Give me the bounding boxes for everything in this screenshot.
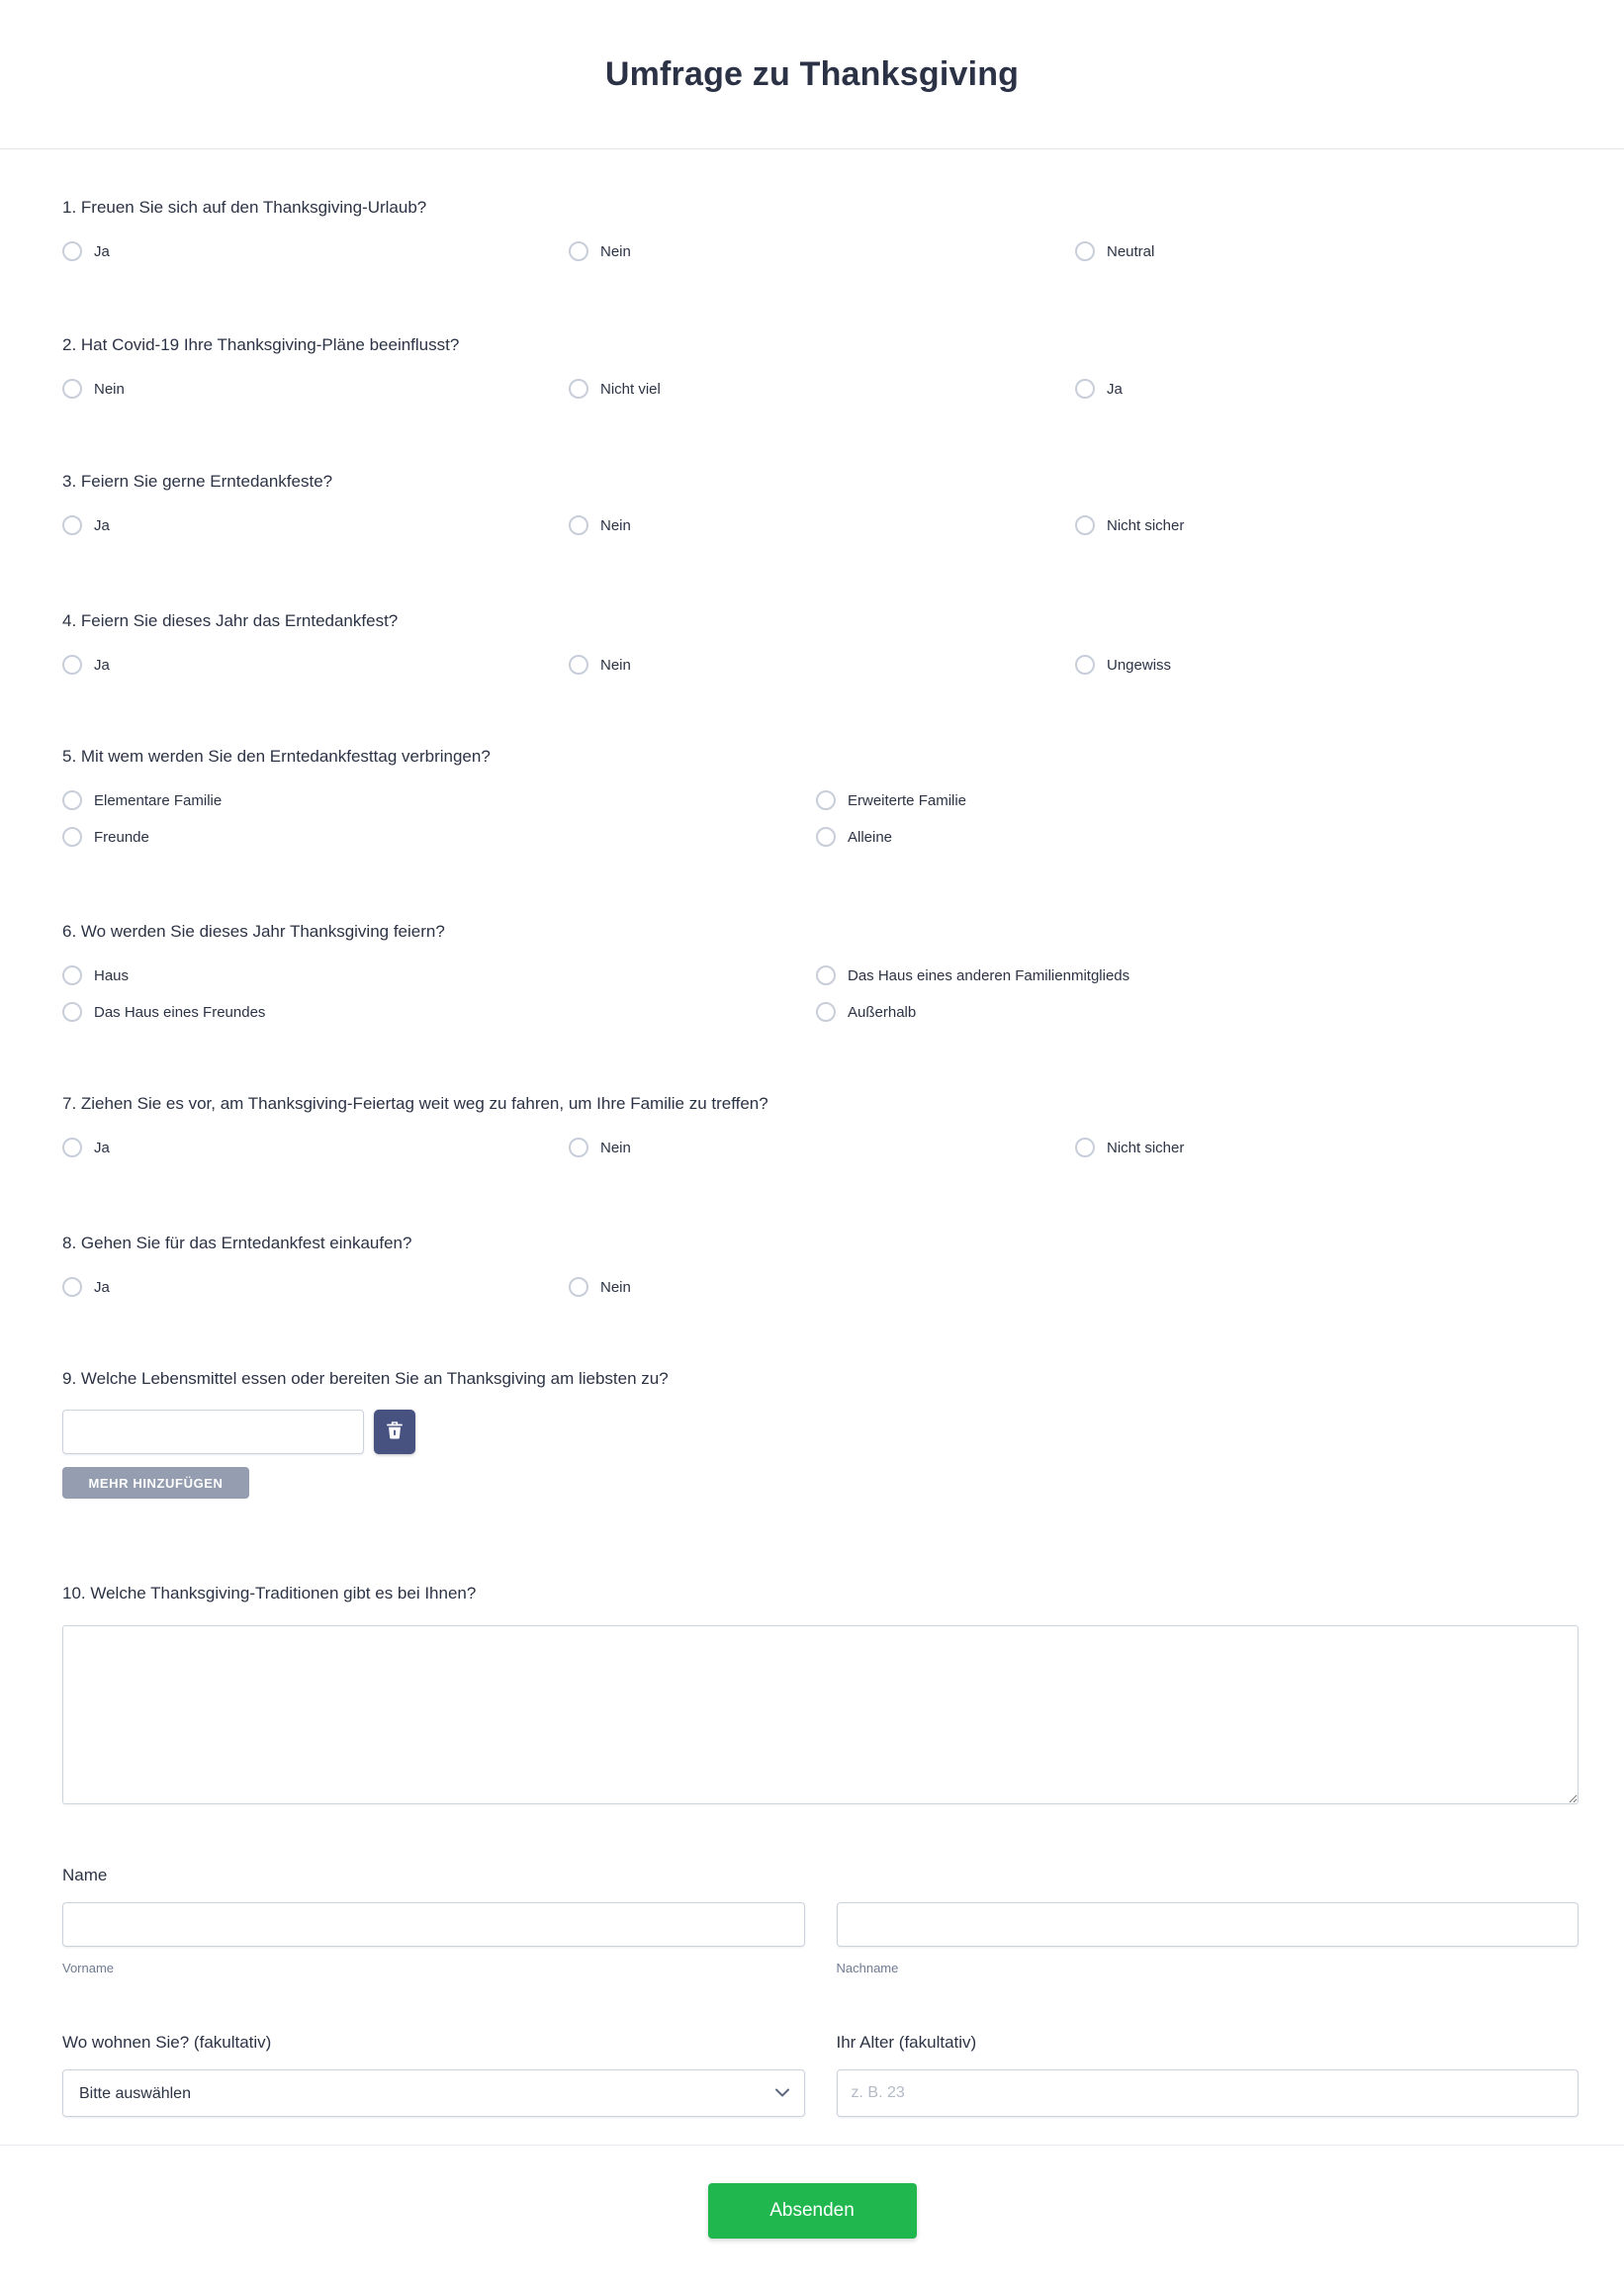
radio-button-icon[interactable]	[1075, 515, 1095, 535]
last-name-input[interactable]	[837, 1902, 1579, 1947]
food-input-row	[62, 1410, 1579, 1454]
radio-option-label: Ja	[94, 242, 110, 260]
options-grid	[62, 239, 1579, 263]
last-name-column	[837, 1902, 1579, 1975]
question-label: 6. Wo werden Sie dieses Jahr Thanksgiving feiern?	[62, 922, 445, 941]
radio-option-label: Haus	[94, 966, 130, 984]
radio-button-icon[interactable]	[62, 790, 82, 810]
options-grid	[62, 1136, 1579, 1159]
radio-option[interactable]	[1075, 653, 1579, 677]
name-section	[62, 1864, 1579, 1975]
radio-button-icon[interactable]	[569, 1138, 588, 1157]
radio-button-icon[interactable]	[62, 515, 82, 535]
options-grid	[62, 963, 1579, 1024]
radio-button-icon[interactable]	[62, 1138, 82, 1157]
residence-label: Wo wohnen Sie? (fakultativ)	[62, 2033, 272, 2052]
radio-option-label: Nein	[600, 1278, 631, 1296]
radio-option[interactable]	[62, 825, 816, 849]
food-input[interactable]	[62, 1410, 364, 1454]
radio-button-icon[interactable]	[816, 790, 836, 810]
radio-option-label: Ja	[94, 1278, 110, 1296]
radio-option[interactable]	[1075, 1136, 1579, 1159]
question-block	[62, 196, 1579, 263]
radio-option[interactable]	[816, 825, 1579, 849]
radio-option[interactable]	[1075, 377, 1579, 401]
question-label: 3. Feiern Sie gerne Erntedankfeste?	[62, 472, 333, 491]
radio-option[interactable]	[569, 513, 1075, 537]
question-label: 4. Feiern Sie dieses Jahr das Erntedankfest?	[62, 611, 399, 630]
radio-option[interactable]	[62, 377, 569, 401]
name-label: Name	[62, 1866, 108, 1884]
radio-option[interactable]	[62, 963, 816, 987]
footer-divider	[0, 2145, 1624, 2146]
question-block	[62, 1582, 1579, 1804]
question-block	[62, 470, 1579, 537]
question-label: 7. Ziehen Sie es vor, am Thanksgiving-Feiertag weit weg zu fahren, um Ihre Familie zu treffen?	[62, 1094, 768, 1113]
questions-list	[62, 196, 1579, 1804]
radio-option-label: Alleine	[848, 828, 893, 846]
radio-option-label: Nein	[600, 656, 631, 674]
radio-button-icon[interactable]	[62, 965, 82, 985]
radio-option-label: Nein	[600, 1139, 631, 1156]
delete-row-button[interactable]	[374, 1410, 415, 1454]
last-name-sublabel: Nachname	[836, 1961, 899, 1975]
radio-button-icon[interactable]	[1075, 655, 1095, 675]
age-field-wrap	[837, 2069, 1579, 2117]
radio-option-label: Nicht sicher	[1107, 1139, 1185, 1156]
radio-button-icon[interactable]	[1075, 241, 1095, 261]
radio-button-icon[interactable]	[816, 965, 836, 985]
radio-option-label: Nicht sicher	[1107, 516, 1185, 534]
radio-button-icon[interactable]	[62, 241, 82, 261]
options-grid	[62, 788, 1579, 849]
name-inputs-row	[62, 1902, 1579, 1975]
question-block	[62, 920, 1579, 1024]
radio-button-icon[interactable]	[816, 827, 836, 847]
radio-option-label: Ja	[94, 656, 110, 674]
form-header	[0, 0, 1624, 149]
residence-select[interactable]	[62, 2069, 805, 2117]
radio-option[interactable]	[816, 963, 1579, 987]
radio-option-label: Nein	[600, 516, 631, 534]
radio-option[interactable]	[1075, 513, 1579, 537]
question-label: 1. Freuen Sie sich auf den Thanksgiving-Urlaub?	[62, 198, 427, 217]
radio-option-label: Nein	[94, 380, 125, 398]
question-label: 5. Mit wem werden Sie den Erntedankfesttag verbringen?	[62, 747, 491, 766]
radio-option[interactable]	[62, 653, 569, 677]
radio-option-label: Ja	[94, 1139, 110, 1156]
radio-button-icon[interactable]	[569, 655, 588, 675]
radio-option-label: Elementare Familie	[94, 791, 223, 809]
question-block	[62, 1367, 1579, 1499]
radio-button-icon[interactable]	[62, 1277, 82, 1297]
radio-button-icon[interactable]	[62, 655, 82, 675]
question-label: 2. Hat Covid-19 Ihre Thanksgiving-Pläne beeinflusst?	[62, 335, 460, 354]
radio-button-icon[interactable]	[569, 515, 588, 535]
radio-option[interactable]	[62, 1275, 569, 1299]
question-label: 9. Welche Lebensmittel essen oder bereiten Sie an Thanksgiving am liebsten zu?	[62, 1369, 669, 1388]
age-label: Ihr Alter (fakultativ)	[836, 2033, 977, 2052]
radio-option[interactable]	[62, 239, 569, 263]
radio-option-label: Ja	[94, 516, 110, 534]
age-input[interactable]	[837, 2069, 1579, 2117]
first-name-sublabel: Vorname	[62, 1961, 115, 1975]
options-grid	[62, 513, 1579, 537]
question-block	[62, 609, 1579, 677]
radio-button-icon[interactable]	[1075, 379, 1095, 399]
options-grid	[62, 377, 1579, 401]
radio-button-icon[interactable]	[569, 379, 588, 399]
radio-option[interactable]	[62, 1136, 569, 1159]
question-label: 10. Welche Thanksgiving-Traditionen gibt es bei Ihnen?	[62, 1584, 477, 1603]
radio-option[interactable]	[62, 1000, 816, 1024]
radio-option-label: Ungewiss	[1107, 656, 1172, 674]
submit-button[interactable]: Absenden	[708, 2183, 917, 2239]
question-block	[62, 333, 1579, 401]
radio-option[interactable]	[569, 653, 1075, 677]
radio-option[interactable]	[62, 788, 816, 812]
radio-button-icon[interactable]	[62, 1002, 82, 1022]
form-body	[0, 196, 1624, 2117]
radio-button-icon[interactable]	[816, 1002, 836, 1022]
trash-icon	[384, 1420, 406, 1444]
question-block	[62, 1092, 1579, 1159]
first-name-input[interactable]	[62, 1902, 805, 1947]
radio-option-label: Neutral	[1107, 242, 1155, 260]
radio-option[interactable]	[62, 513, 569, 537]
radio-button-icon[interactable]	[569, 1277, 588, 1297]
residence-select-wrap	[62, 2069, 805, 2117]
radio-button-icon[interactable]	[1075, 1138, 1095, 1157]
radio-option-label: Außerhalb	[848, 1003, 917, 1021]
form-title: Umfrage zu Thanksgiving	[604, 54, 1020, 93]
radio-option-label: Nein	[600, 242, 631, 260]
add-more-button[interactable]: MEHR HINZUFÜGEN	[62, 1467, 249, 1499]
radio-option[interactable]	[1075, 239, 1579, 263]
question-block	[62, 1232, 1579, 1299]
radio-button-icon[interactable]	[62, 379, 82, 399]
radio-option[interactable]	[569, 1275, 1075, 1299]
options-grid	[62, 1275, 1579, 1299]
radio-option-label: Freunde	[94, 828, 149, 846]
radio-option-label: Ja	[1107, 380, 1123, 398]
radio-button-icon[interactable]	[62, 827, 82, 847]
radio-option-label: Erweiterte Familie	[848, 791, 967, 809]
radio-option[interactable]	[569, 1136, 1075, 1159]
radio-option-label: Nicht viel	[600, 380, 661, 398]
radio-option-label: Das Haus eines Freundes	[94, 1003, 266, 1021]
residence-age-section	[62, 2031, 1579, 2117]
options-grid	[62, 653, 1579, 677]
first-name-column	[62, 1902, 805, 1975]
radio-option[interactable]	[816, 1000, 1579, 1024]
radio-option-label: Das Haus eines anderen Familienmitglieds	[848, 966, 1130, 984]
radio-option[interactable]	[816, 788, 1579, 812]
radio-option[interactable]	[569, 239, 1075, 263]
traditions-textarea[interactable]	[62, 1625, 1579, 1804]
question-block	[62, 745, 1579, 849]
question-label: 8. Gehen Sie für das Erntedankfest einkaufen?	[62, 1234, 412, 1252]
radio-button-icon[interactable]	[569, 241, 588, 261]
radio-option[interactable]	[569, 377, 1075, 401]
